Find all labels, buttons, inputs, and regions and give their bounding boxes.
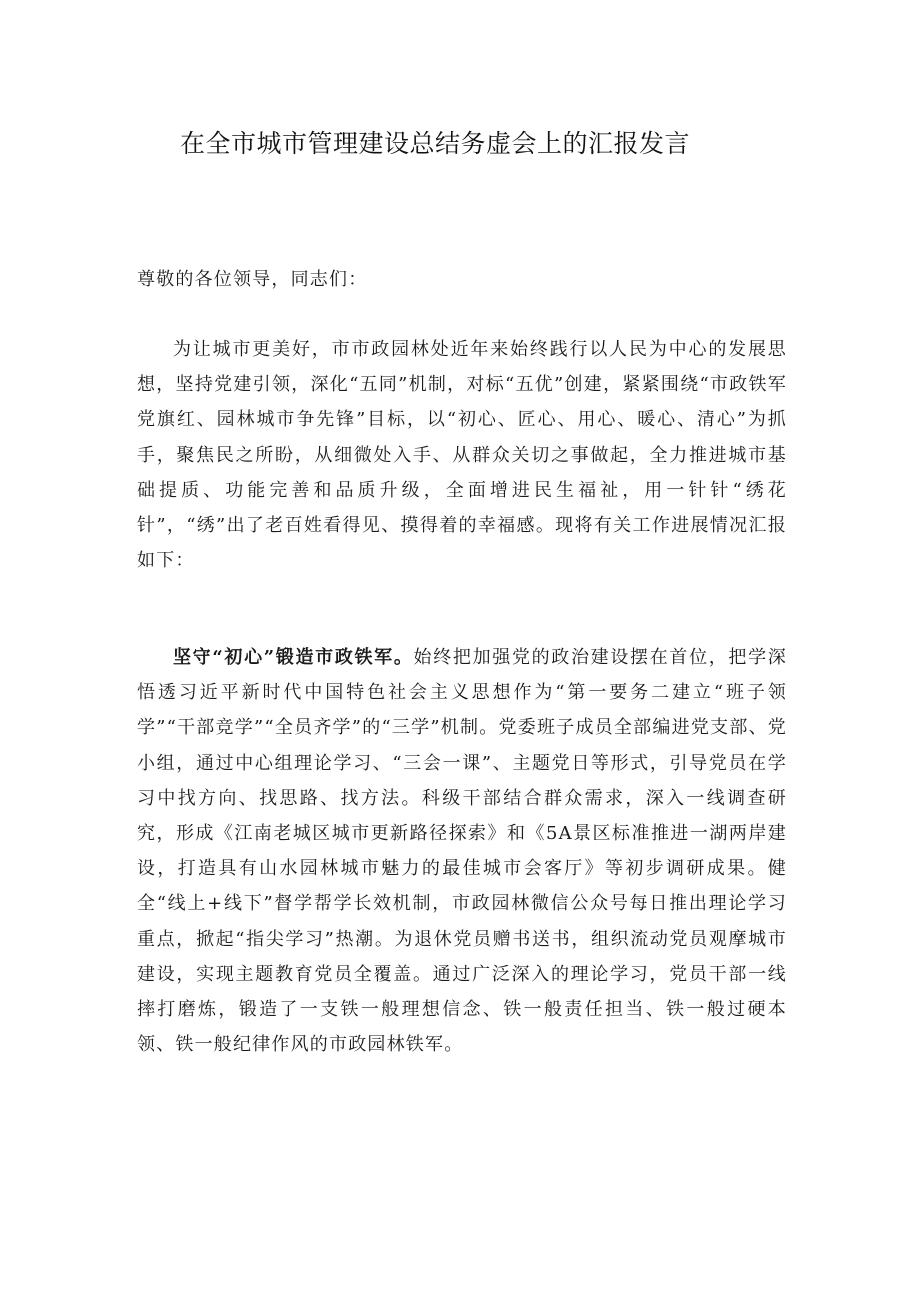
document-title: 在全市城市管理建设总结务虚会上的汇报发言 [179,129,690,158]
section-heading: 坚守“初心”锻造市政铁军。 [173,647,414,668]
greeting: 尊敬的各位领导，同志们： [137,269,368,290]
section-body: 始终把加强党的政治建设摆在首位，把学深悟透习近平新时代中国特色社会主义思想作为“第一要务二建立“班子领学”“干部竞学”“全员齐学”的“三学”机制。党委班子成员全部编进党支部、党小组，通过中心组理论学习、“三会一课”、主题党日等形式，引导党员在学习中找方向、找思路、找方法。科级干部结合群众需求，深入一线调查研究，形成《江南老城区城市更新路径探索》和《5A景区标准推进一湖两岸建设，打造具有山水园林城市魅力的最佳城市会客厅》等初步调研成果。健全“线上+线下”督学帮学长效机制，市政园林微信公众号每日推出理论学习重点，掀起“指尖学习”热潮。为退休党员赠书送书，组织流动党员观摩城市建设，实现主题教育党员全覆盖。通过广泛深入的理论学习，党员干部一线摔打磨炼，锻造了一支铁一般理想信念、铁一般责任担当、铁一般过硬本领、铁一般纪律作风的市政园林铁军。 [137,647,787,1056]
paragraph-section-1 [137,640,787,1062]
paragraph-intro: 为让城市更美好，市市政园林处近年来始终践行以人民为中心的发展思想，坚持党建引领，深化“五同”机制，对标“五优”创建，紧紧围绕“市政铁军党旗红、园林城市争先锋”目标，以“初心、匠心、用心、暖心、清心”为抓手，聚焦民之所盼，从细微处入手、从群众关切之事做起，全力推进城市基础提质、功能完善和品质升级，全面增进民生福祉，用一针针“绣花针”，“绣”出了老百姓看得见、摸得着的幸福感。现将有关工作进展情况汇报如下： [137,339,787,572]
